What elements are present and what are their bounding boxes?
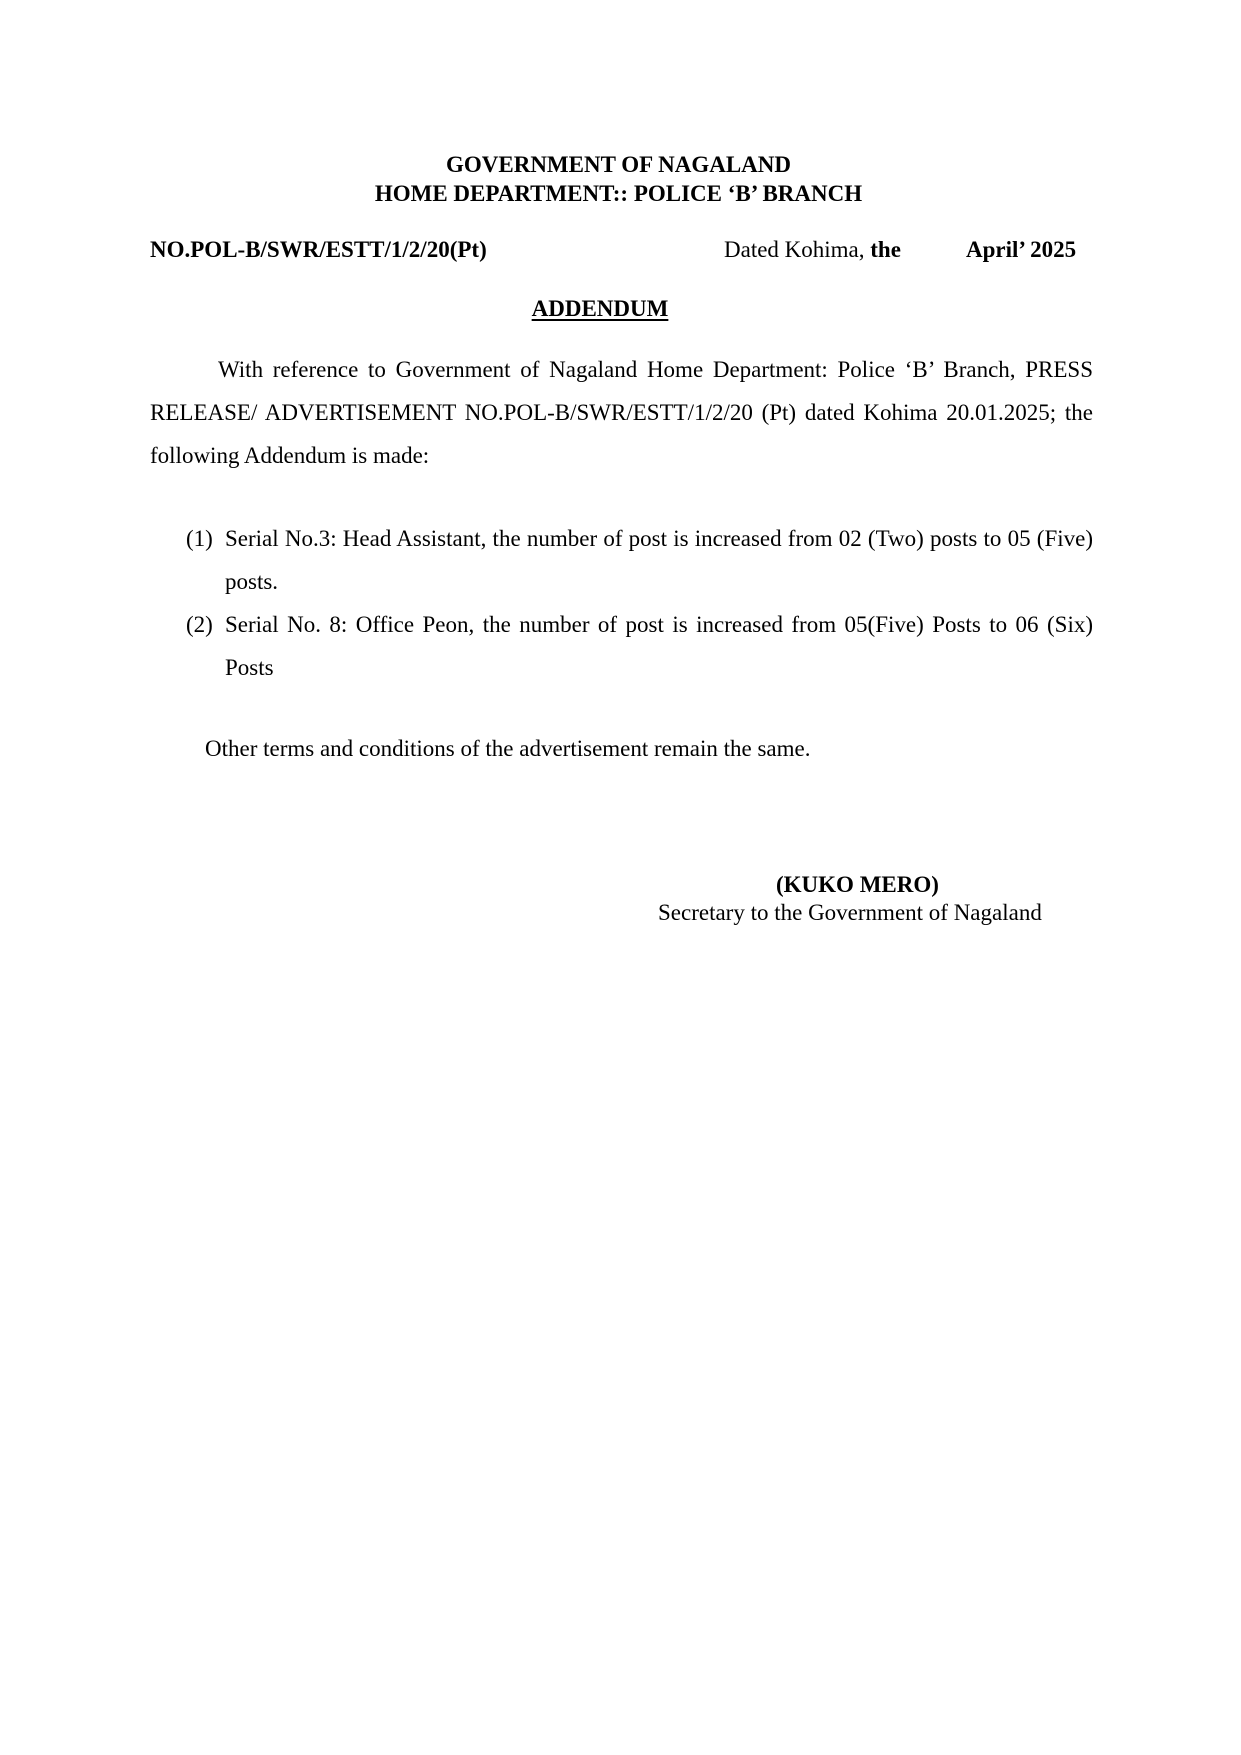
document-title: ADDENDUM [531,296,669,321]
reference-number: NO.POL-B/SWR/ESTT/1/2/20(Pt) [150,237,487,262]
header-department: HOME DEPARTMENT:: POLICE ‘B’ BRANCH [374,181,863,206]
reference-row [150,236,1090,266]
dated-prefix: Dated Kohima, [724,237,871,262]
dated-place [724,236,901,264]
header-government: GOVERNMENT OF NAGALAND [445,152,791,177]
list-item [150,603,1093,689]
list-item-number: (2) [186,612,213,637]
list-item [150,517,1093,603]
signatory-name: (KUKO MERO) [776,872,939,897]
list-item-number: (1) [186,526,213,551]
dated-month-year: April’ 2025 [966,237,1077,262]
list-item-text: Serial No. 8: Office Peon, the number of post is increased from 05(Five) Posts to 06 (Six) Posts [225,612,1093,680]
addendum-list [150,517,1093,689]
body-paragraph: With reference to Government of Nagaland Home Department: Police ‘B’ Branch, PRESS RELEASE/ ADVERTISEMENT NO.POL-B/SWR/ESTT/1/2/20 (Pt) dated Kohima 20.01.2025; the following Addendum is made: [150,357,1093,468]
closing-statement: Other terms and conditions of the advertisement remain the same. [205,736,811,761]
signatory-designation: Secretary to the Government of Nagaland [658,900,1042,925]
list-item-text: Serial No.3: Head Assistant, the number of post is increased from 02 (Two) posts to 05 (Five) posts. [225,526,1093,594]
dated-the: the [870,237,901,262]
